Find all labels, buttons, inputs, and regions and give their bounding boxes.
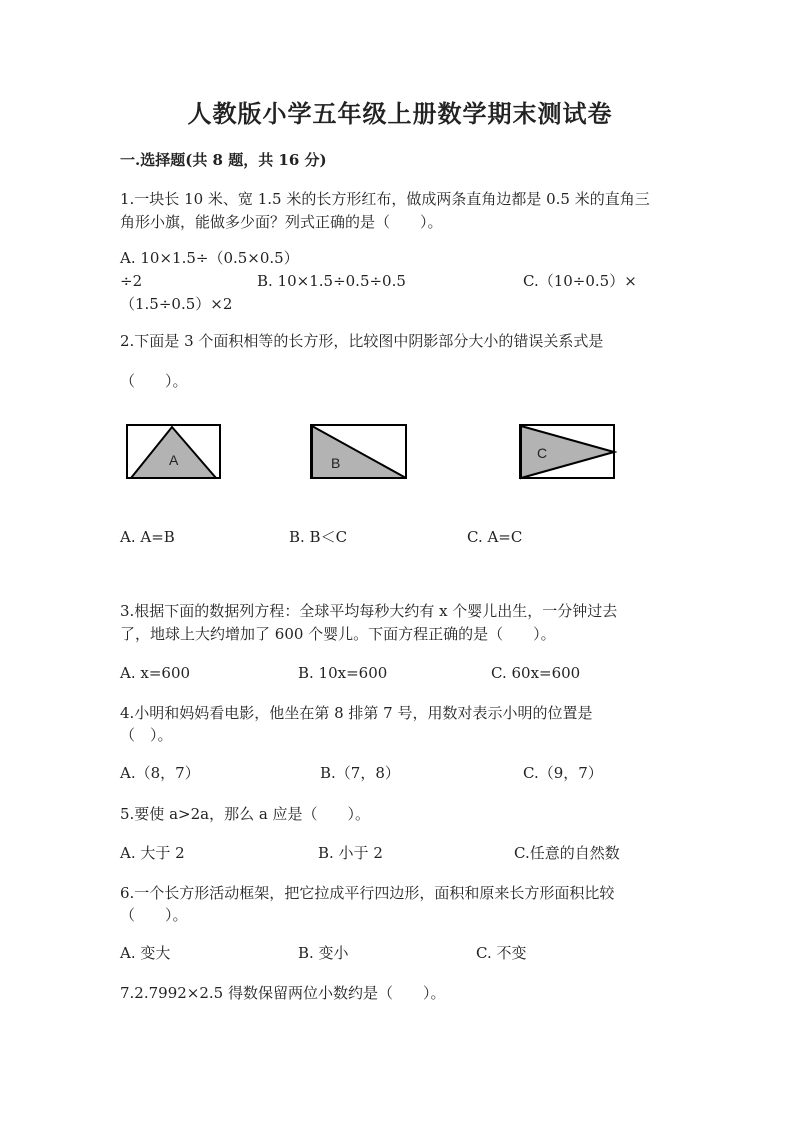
question-6-option-b: B. 变小 (298, 944, 349, 962)
question-5-option-c: C.任意的自然数 (514, 844, 620, 862)
question-2-text-cont: （ ）。 (120, 372, 188, 390)
question-6-text-cont: （ ）。 (120, 906, 188, 924)
question-4-option-b: B.（7，8） (320, 764, 400, 782)
page-title: 人教版小学五年级上册数学期末测试卷 (187, 99, 613, 128)
question-1-option-c: C.（10÷0.5）× (523, 272, 637, 290)
question-2-text: 2.下面是 3 个面积相等的长方形，比较图中阴影部分大小的错误关系式是 (120, 332, 604, 350)
question-4-text: 4.小明和妈妈看电影，他坐在第 8 排第 7 号，用数对表示小明的位置是 (120, 704, 593, 722)
question-4-option-a: A.（8，7） (120, 764, 200, 782)
figure-label-a: A (169, 452, 179, 468)
question-4-option-c: C.（9，7） (523, 764, 603, 782)
question-5-option-b: B. 小于 2 (318, 844, 383, 862)
figure-rectangle-c (519, 424, 617, 482)
figure-rectangle-b (310, 424, 408, 482)
question-2-option-b: B. B＜C (289, 528, 348, 546)
question-1-option-a-cont: ÷2 (120, 272, 143, 290)
question-6-option-c: C. 不变 (476, 944, 527, 962)
question-4-text-cont: （ ）。 (120, 726, 173, 744)
question-5-text: 5.要使 a>2a，那么 a 应是（ ）。 (120, 805, 371, 823)
question-3-option-c: C. 60x=600 (491, 664, 581, 682)
question-3-text: 3.根据下面的数据列方程：全球平均每秒大约有 x 个婴儿出生，一分钟过去 (120, 602, 618, 620)
question-1-option-b: B. 10×1.5÷0.5÷0.5 (257, 272, 406, 290)
question-2-option-a: A. A=B (120, 528, 175, 546)
question-5-option-a: A. 大于 2 (120, 844, 185, 862)
question-3-text-cont: 了，地球上大约增加了 600 个婴儿。下面方程正确的是（ ）。 (120, 625, 556, 643)
question-7-text: 7.2.7992×2.5 得数保留两位小数约是（ ）。 (120, 984, 446, 1002)
question-2-option-c: C. A=C (467, 528, 523, 546)
question-6-text: 6.一个长方形活动框架，把它拉成平行四边形，面积和原来长方形面积比较 (120, 884, 615, 902)
figure-rectangle-a (126, 424, 224, 482)
question-1-option-c-cont: （1.5÷0.5）×2 (120, 295, 233, 313)
question-6-option-a: A. 变大 (120, 944, 171, 962)
section-heading: 一.选择题(共 8 题，共 16 分) (120, 151, 327, 169)
question-1-option-a: A. 10×1.5÷（0.5×0.5） (120, 249, 299, 267)
figure-label-c: C (537, 445, 548, 461)
question-3-option-b: B. 10x=600 (298, 664, 388, 682)
question-1-text: 1.一块长 10 米、宽 1.5 米的长方形红布，做成两条直角边都是 0.5 米的直角三 (120, 190, 650, 208)
figure-label-b: B (331, 455, 341, 471)
question-3-option-a: A. x=600 (120, 664, 191, 682)
question-1-text-cont: 角形小旗，能做多少面？列式正确的是（ ）。 (120, 213, 443, 231)
